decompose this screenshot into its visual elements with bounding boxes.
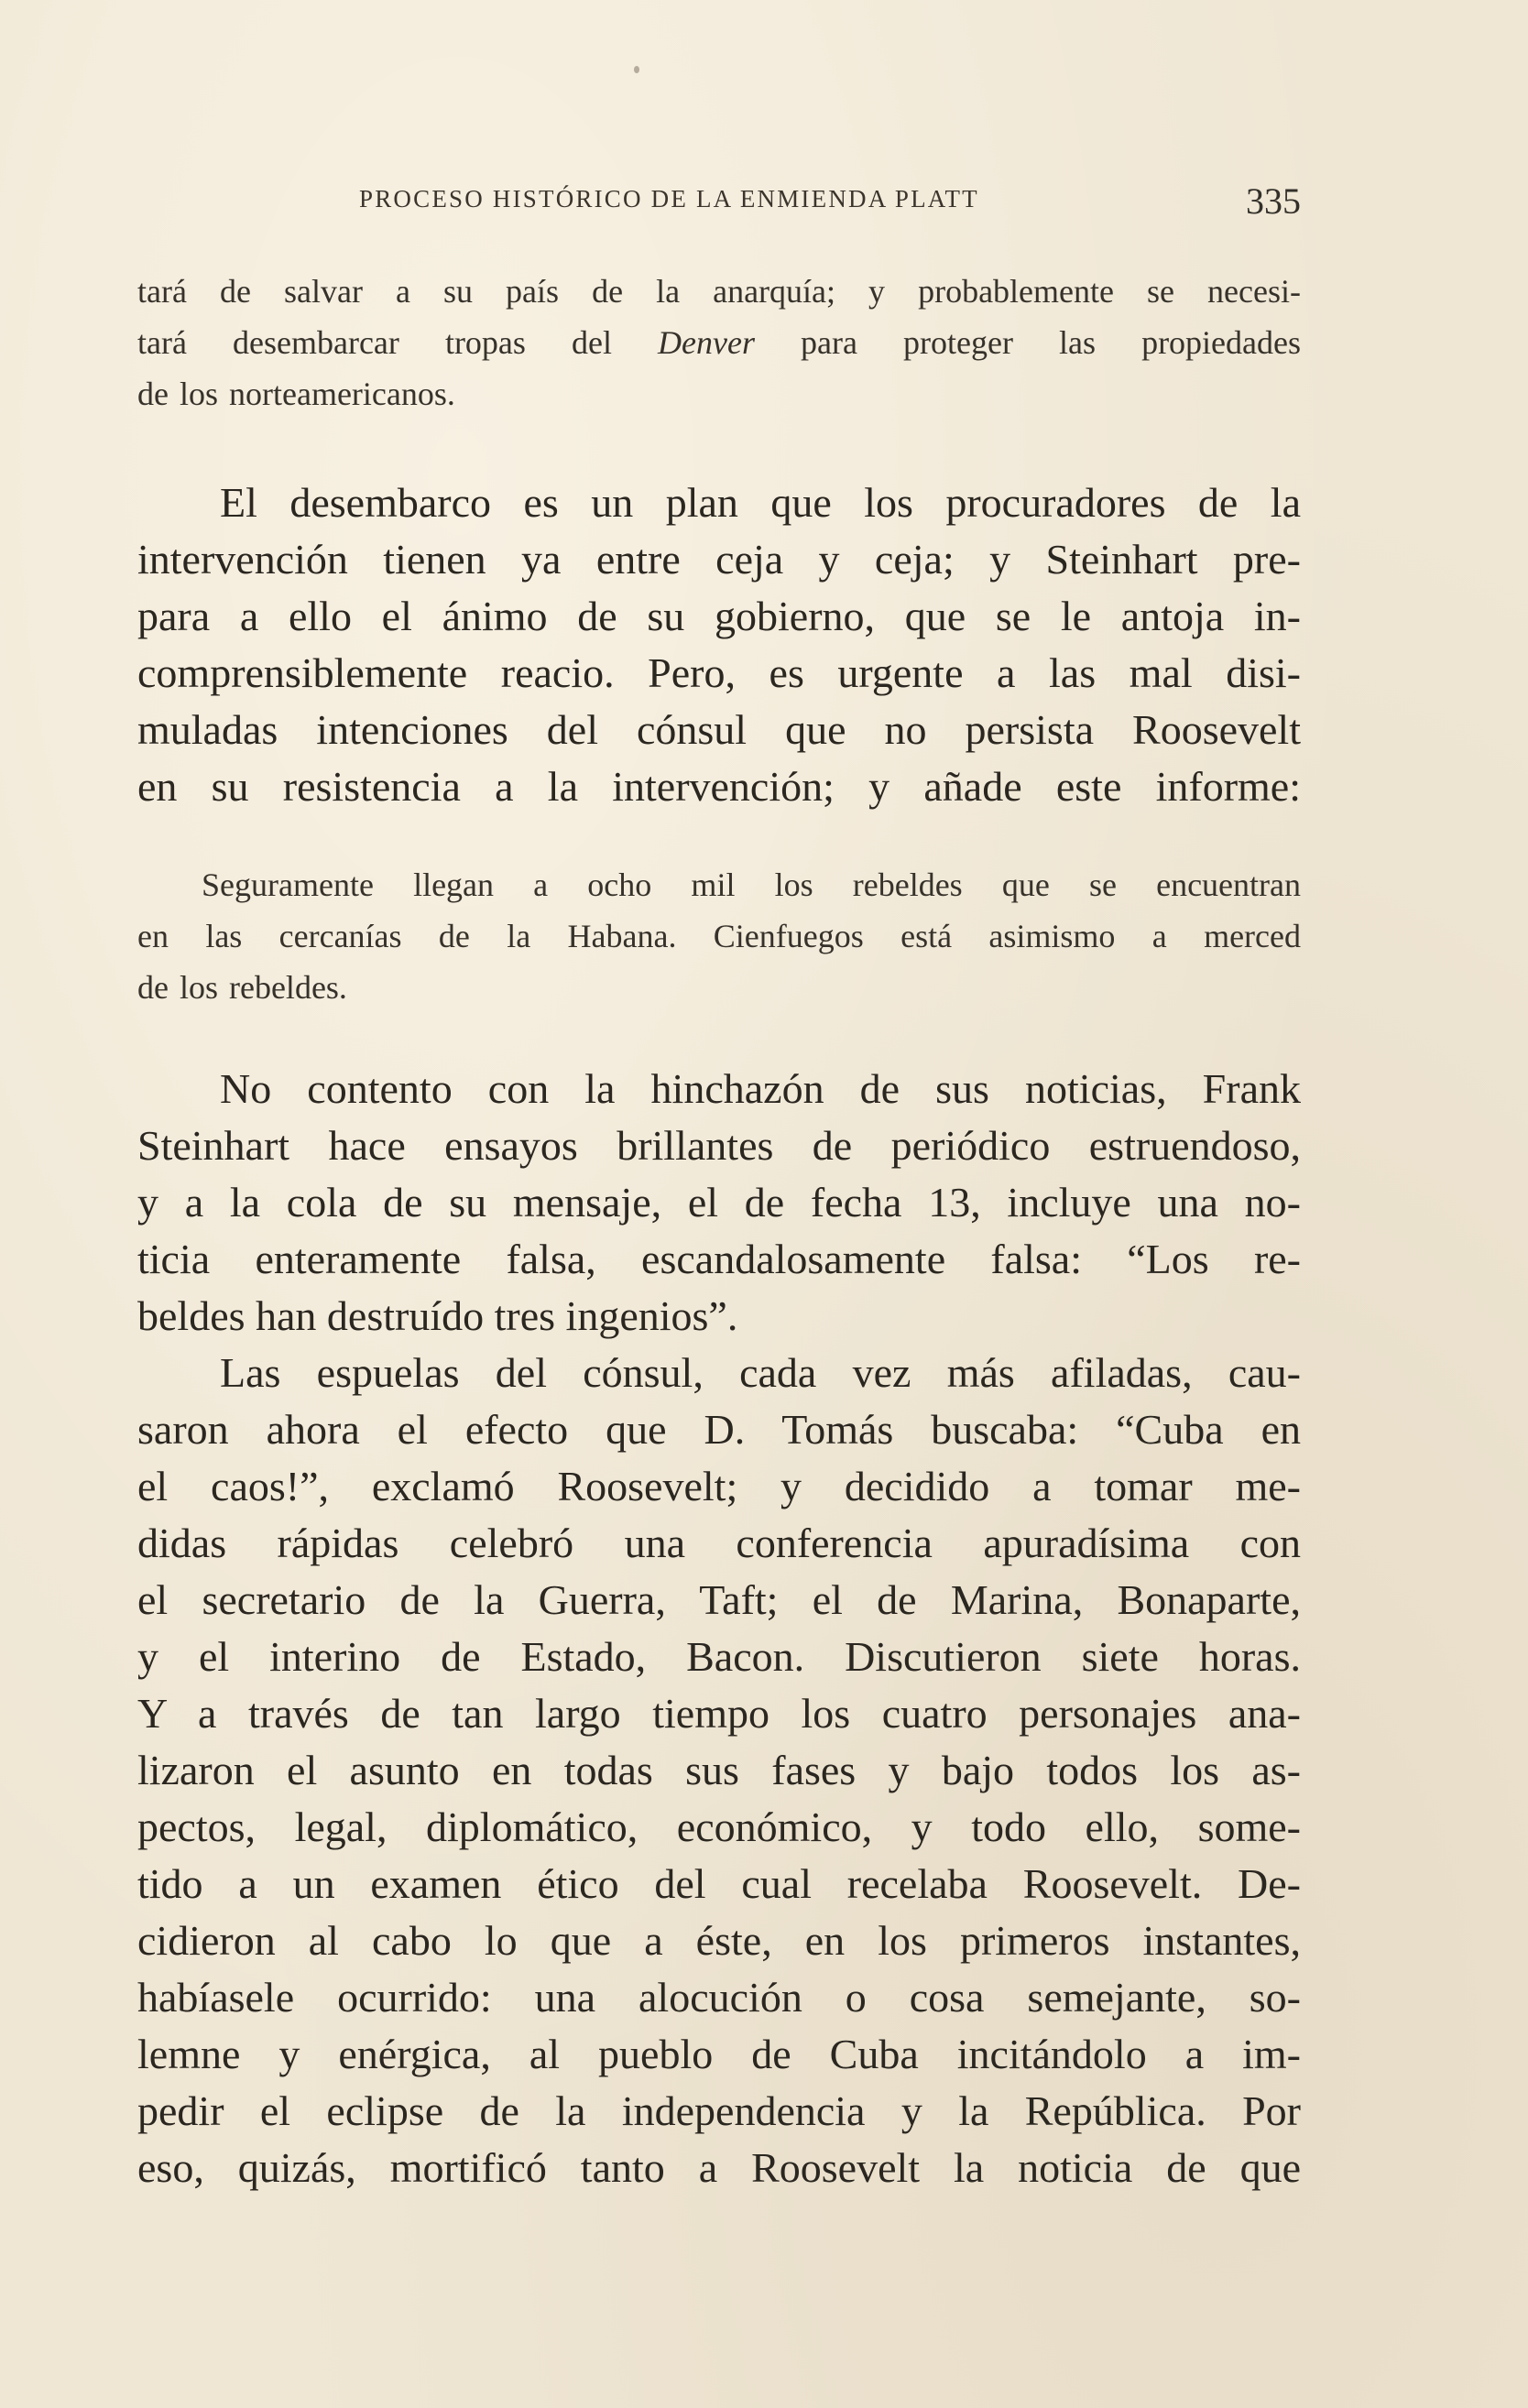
paragraph-desembarco — [137, 474, 1301, 815]
text-line: habíasele ocurrido: una alocución o cosa semejante, so- — [137, 1974, 1301, 2021]
quote-continuation — [137, 266, 1301, 419]
text-line: de los rebeldes. — [137, 969, 347, 1006]
text-line: tará de salvar a su país de la anarquía; y probablemente se necesi- — [137, 273, 1301, 310]
text-line: cidieron al cabo lo que a éste, en los primeros instantes, — [137, 1917, 1301, 1964]
text-line: de los norteamericanos. — [137, 376, 455, 412]
text-line: Seguramente llegan a ocho mil los rebeldes que se encuentran — [202, 866, 1301, 903]
paragraph-no-contento — [137, 1061, 1301, 1345]
text-line: muladas intenciones del cónsul que no persista Roosevelt — [137, 706, 1301, 753]
text-line: Las espuelas del cónsul, cada vez más afiladas, cau- — [220, 1349, 1301, 1396]
text-line: beldes han destruído tres ingenios”. — [137, 1292, 738, 1339]
text-line: Y a través de tan largo tiempo los cuatro personajes ana- — [137, 1690, 1301, 1737]
text-line: pectos, legal, diplomático, económico, y todo ello, some- — [137, 1803, 1301, 1850]
quote-block — [137, 859, 1301, 1013]
running-title: PROCESO HISTÓRICO DE LA ENMIENDA PLATT — [359, 185, 979, 212]
text-line: didas rápidas celebró una conferencia apuradísima con — [137, 1520, 1301, 1566]
ship-name: Denver — [658, 324, 755, 361]
text-line: El desembarco es un plan que los procuradores de la — [220, 479, 1301, 526]
text-line: ticia enteramente falsa, escandalosamente falsa: “Los re- — [137, 1236, 1301, 1282]
text-line: pedir el eclipse de la independencia y la República. Por — [137, 2087, 1301, 2134]
text-line: eso, quizás, mortificó tanto a Roosevelt la noticia de que — [137, 2144, 1301, 2191]
text-line: lizaron el asunto en todas sus fases y bajo todos los as- — [137, 1747, 1301, 1793]
text-line: Steinhart hace ensayos brillantes de periódico estruendoso, — [137, 1122, 1301, 1169]
text-line: tará desembarcar tropas del Denver para proteger las propiedades — [137, 324, 1302, 361]
text-line: comprensiblemente reacio. Pero, es urgente a las mal disi- — [137, 649, 1301, 696]
text-line: y el interino de Estado, Bacon. Discutieron siete horas. — [137, 1633, 1301, 1680]
text-line: No contento con la hinchazón de sus noticias, Frank — [220, 1065, 1301, 1112]
text-line: el caos!”, exclamó Roosevelt; y decidido a tomar me- — [137, 1463, 1301, 1509]
text-line: y a la cola de su mensaje, el de fecha 13, incluye una no- — [137, 1179, 1301, 1226]
text-line: en su resistencia a la intervención; y añade este informe: — [137, 763, 1301, 810]
text-line: el secretario de la Guerra, Taft; el de Marina, Bonaparte, — [137, 1576, 1301, 1623]
running-head — [137, 180, 1301, 225]
text-line: lemne y enérgica, al pueblo de Cuba incitándolo a im- — [137, 2031, 1301, 2077]
text-line: para a ello el ánimo de su gobierno, que se le antoja in- — [137, 593, 1301, 639]
page-number: 335 — [1246, 180, 1301, 222]
paragraph-espuelas — [137, 1345, 1301, 2196]
text-line: saron ahora el efecto que D. Tomás buscaba: “Cuba en — [137, 1406, 1301, 1453]
text-line: intervención tienen ya entre ceja y ceja; y Steinhart pre- — [137, 536, 1301, 583]
text-line: en las cercanías de la Habana. Cienfuegos está asimismo a merced — [137, 918, 1301, 954]
text-line: tido a un examen ético del cual recelaba Roosevelt. De- — [137, 1860, 1301, 1907]
ink-speck — [634, 66, 639, 73]
